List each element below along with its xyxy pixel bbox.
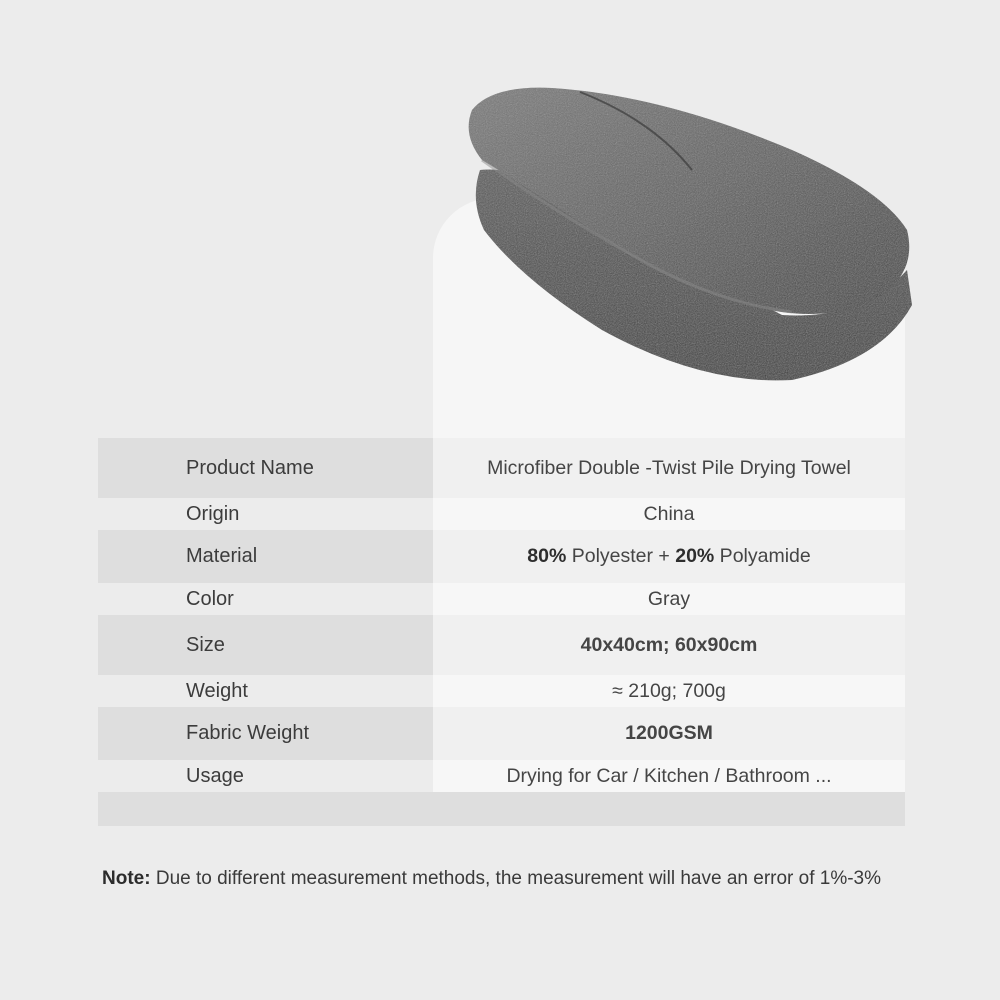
spec-value: 1200GSM <box>433 707 905 760</box>
spec-table <box>98 438 905 826</box>
spec-value: Microfiber Double -Twist Pile Drying Towel <box>433 438 905 498</box>
measurement-note <box>102 868 962 890</box>
spec-label-empty <box>98 792 433 826</box>
material-percent-2: 20% <box>675 545 715 567</box>
spec-label: Size <box>98 615 433 675</box>
spec-row-color <box>98 583 905 615</box>
spec-row-origin <box>98 498 905 530</box>
towel-image <box>462 80 922 400</box>
spec-row-weight <box>98 675 905 707</box>
note-text: Due to different measurement methods, the measurement will have an error of 1%-3% <box>150 868 882 889</box>
spec-value-empty <box>433 792 905 826</box>
spec-value <box>433 530 905 583</box>
spec-label: Material <box>98 530 433 583</box>
spec-row-empty <box>98 792 905 826</box>
spec-row-product-name <box>98 438 905 498</box>
spec-row-usage <box>98 760 905 792</box>
spec-label: Fabric Weight <box>98 707 433 760</box>
spec-row-material <box>98 530 905 583</box>
material-percent-1: 80% <box>527 545 567 567</box>
spec-value: Gray <box>433 583 905 615</box>
spec-row-size <box>98 615 905 675</box>
spec-row-fabric-weight <box>98 707 905 760</box>
material-name-1: Polyester + <box>566 545 676 567</box>
spec-label: Usage <box>98 760 433 792</box>
material-name-2: Polyamide <box>714 545 811 567</box>
spec-label: Origin <box>98 498 433 530</box>
spec-label: Weight <box>98 675 433 707</box>
spec-value: China <box>433 498 905 530</box>
spec-label: Color <box>98 583 433 615</box>
spec-label: Product Name <box>98 438 433 498</box>
note-label: Note: <box>102 868 151 889</box>
spec-value: Drying for Car / Kitchen / Bathroom ... <box>433 760 905 792</box>
spec-value: 40x40cm; 60x90cm <box>433 615 905 675</box>
folded-towel-icon <box>462 80 922 400</box>
spec-value: ≈ 210g; 700g <box>433 675 905 707</box>
